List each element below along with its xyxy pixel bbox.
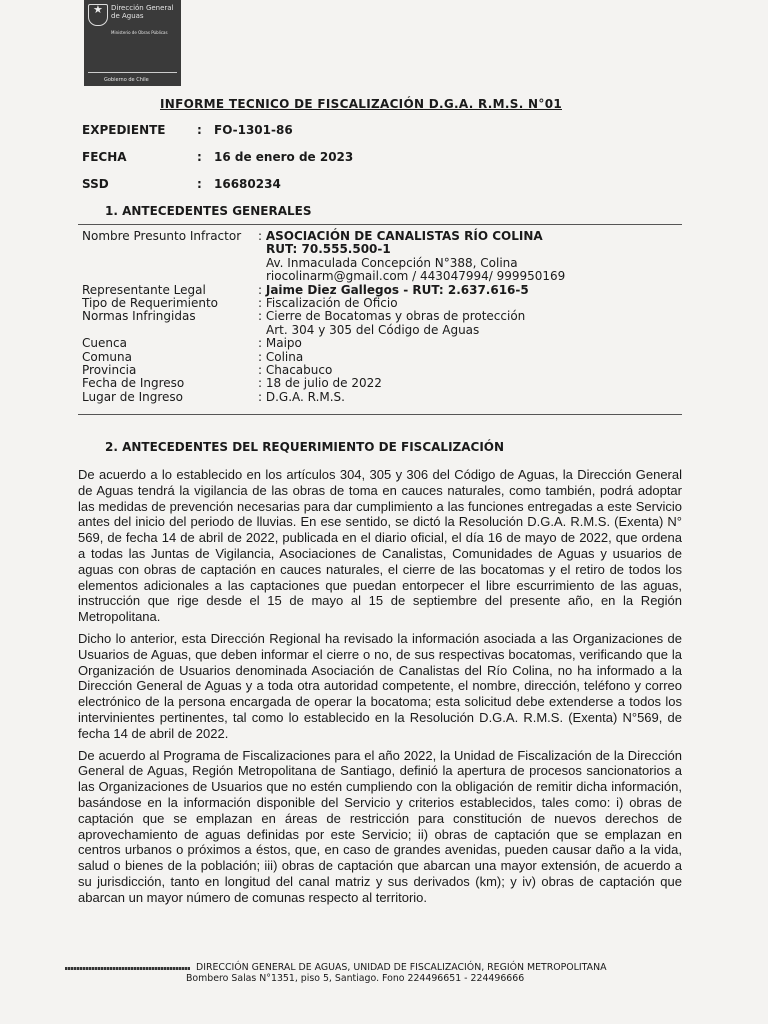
paragraph: De acuerdo a lo establecido en los artículos 304, 305 y 306 del Código de Aguas, la Dirección General de Aguas tendrá la vigilancia de las obras de toma en cauces naturales, como también, podrá adoptar las medidas de prevención necesarias para dar cumplimiento a las funciones entregadas a este Servicio antes del inicio del periodo de lluvias. En ese sentido, se dictó la Resolución D.G.A. R.M.S. (Exenta) N° 569, de fecha 14 de abril de 2022, publicada en el diario oficial, el día 16 de mayo de 2022, que ordena a todas las Juntas de Vigilancia, Asociaciones de Canalistas, Comunidades de Aguas y usuarios de aguas con obras de captación en cauces naturales, el cierre de las bocatomas y el retiro de todos los elementos adicionales a las captaciones que puedan entorpecer el libre escurrimiento de las aguas, instrucción que rige desde el 15 de mayo al 15 de septiembre del presente año, en la Región Metropolitana.: [78, 467, 682, 625]
body-text: [78, 467, 682, 912]
chile-shield-icon: ★: [88, 4, 108, 26]
header-value: 16 de enero de 2023: [214, 150, 354, 164]
row-infractor: Nombre Presunto Infractor : ASOCIACIÓN DE CANALISTAS RÍO COLINA: [82, 229, 543, 243]
label-tipo: Tipo de Requerimiento: [82, 296, 218, 311]
label-representante: Representante Legal: [82, 282, 206, 297]
label-fecha-ingreso: Fecha de Ingreso: [82, 376, 185, 391]
logo-ministry: Ministerio de Obras Públicas: [111, 30, 168, 35]
label-normas: Normas Infringidas: [82, 309, 196, 324]
infractor-address: Av. Inmaculada Concepción N°388, Colina: [266, 255, 518, 270]
header-key: SSD: [82, 177, 109, 191]
logo-org-name: Dirección General de Aguas: [111, 4, 174, 20]
cuenca-value: Maipo: [265, 336, 302, 351]
normas-value-articles: Art. 304 y 305 del Código de Aguas: [266, 322, 480, 337]
label-lugar-ingreso: Lugar de Ingreso: [82, 389, 184, 404]
row-normas: Normas Infringidas : Cierre de Bocatomas y obras de protección: [82, 309, 526, 324]
provincia-value: Chacabuco: [265, 363, 333, 378]
label-comuna: Comuna: [82, 349, 132, 364]
representante-value: Jaime Diez Gallegos - RUT: 2.637.616-5: [265, 282, 529, 297]
row-fecha-ingreso: Fecha de Ingreso : 18 de julio de 2022: [82, 376, 382, 391]
fecha-ingreso-value: 18 de julio de 2022: [265, 376, 382, 391]
logo-government: Gobierno de Chile: [104, 77, 149, 83]
label-provincia: Provincia: [82, 363, 137, 378]
row-lugar-ingreso: Lugar de Ingreso : D.G.A. R.M.S.: [82, 389, 345, 404]
label-infractor: Nombre Presunto Infractor: [82, 229, 242, 243]
header-value: FO-1301-86: [214, 123, 293, 137]
row-representante: Representante Legal : Jaime Diez Gallegos - RUT: 2.637.616-5: [82, 282, 529, 297]
comuna-value: Colina: [265, 349, 304, 364]
footer-org: DIRECCIÓN GENERAL DE AGUAS, UNIDAD DE FISCALIZACIÓN, REGIÓN METROPOLITANA: [196, 962, 607, 973]
logo-divider: [88, 72, 177, 73]
antecedentes-table: [82, 230, 565, 404]
label-cuenca: Cuenca: [82, 336, 127, 351]
paragraph: Dicho lo anterior, esta Dirección Regional ha revisado la información asociada a las Organizaciones de Usuarios de Aguas, que deben informar el cierre o no, de sus respectivas bocatomas, verificando que la Organización de Usuarios denominada Asociación de Canalistas del Río Colina, no ha informado a la Dirección General de Aguas y a toda otra autoridad competente, el nombre, dirección, teléfono y correo electrónico de la persona encargada de operar la bocatoma; esta solicitud debe extenderse a todos los intervinientes pertinentes, tal como lo establecido en la Resolución D.G.A. R.M.S. (Exenta) N°569, de fecha 14 de abril de 2022.: [78, 630, 682, 741]
section-rule-top: [78, 224, 682, 225]
row-provincia: Provincia : Chacabuco: [82, 363, 333, 378]
dga-logo: [84, 0, 181, 86]
header-key: FECHA: [82, 150, 127, 164]
section-heading-general: 1. ANTECEDENTES GENERALES: [105, 204, 312, 218]
row-cuenca: Cuenca : Maipo: [82, 336, 302, 351]
lugar-ingreso-value: D.G.A. R.M.S.: [265, 389, 345, 404]
section-heading-requerimiento: 2. ANTECEDENTES DEL REQUERIMIENTO DE FISCALIZACIÓN: [105, 440, 505, 454]
section-rule-bottom: [78, 414, 682, 415]
row-comuna: Comuna : Colina: [82, 349, 304, 364]
normas-value: Cierre de Bocatomas y obras de protección: [265, 309, 526, 324]
header-key: EXPEDIENTE: [82, 123, 166, 137]
infractor-contact: riocolinarm@gmail.com / 443047994/ 999950169: [266, 269, 566, 284]
header-value: 16680234: [214, 177, 281, 191]
infractor-name: ASOCIACIÓN DE CANALISTAS RÍO COLINA: [265, 229, 543, 243]
paragraph: De acuerdo al Programa de Fiscalizaciones para el año 2022, la Unidad de Fiscalización de la Dirección General de Aguas, Región Metropolitana de Santiago, definió la apertura de procesos sancionatorios a las Organizaciones de Usuarios que no estén cumpliendo con la obligación de remitir dicha información, basándose en la información disponible del Servicio y criterios establecidos, tales como: i) obras de captación que se emplazan en áreas de restricción para constitución de nuevos derechos de aprovechamiento de aguas definidas por este Servicio; ii) obras de captación que se emplazan en centros urbanos o próximos a éstos, que, en caso de grandes avenidas, pueden causar daño a la vida, salud o bienes de la población; iii) obras de captación que abarcan una mayor extensión, de acuerdo a su jurisdicción, tanto en longitud del canal matriz y sus derivados (km); y iv) obras de captación que abarcan un mayor número de comunas respecto al territorio.: [78, 747, 682, 905]
infractor-rut: RUT: 70.555.500-1: [266, 242, 391, 257]
footer-bar: [65, 967, 190, 970]
footer-address: Bombero Salas N°1351, piso 5, Santiago. Fono 224496651 - 224496666: [186, 973, 525, 984]
report-title: INFORME TECNICO DE FISCALIZACIÓN D.G.A. R.M.S. N°01: [160, 97, 562, 111]
row-tipo: Tipo de Requerimiento : Fiscalización de Oficio: [82, 296, 398, 311]
tipo-value: Fiscalización de Oficio: [265, 296, 398, 311]
